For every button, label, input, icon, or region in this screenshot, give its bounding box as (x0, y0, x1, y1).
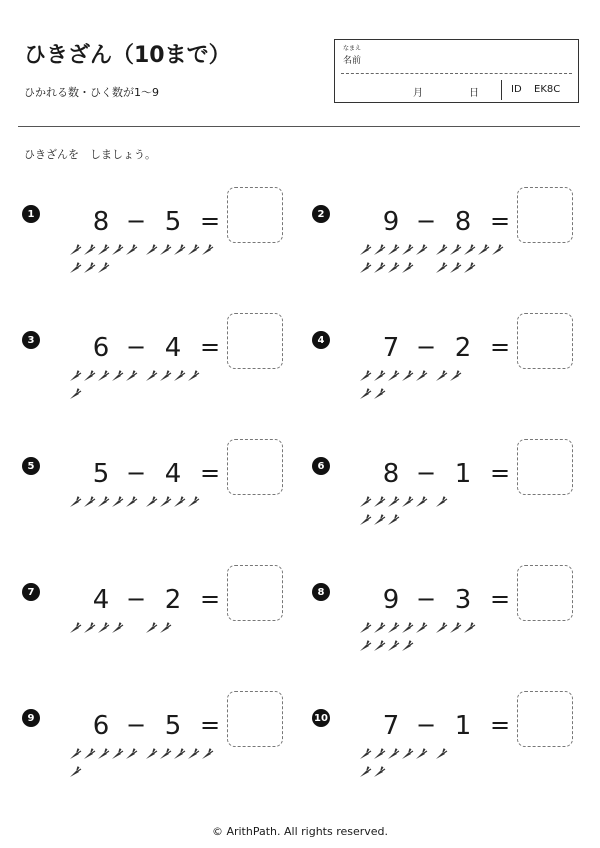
id-label: ID (511, 84, 522, 95)
carrot-icon (124, 244, 138, 256)
carrot-icon (68, 370, 82, 382)
carrot-icon (172, 244, 186, 256)
carrot-icon (358, 622, 372, 634)
subtrahend-counters (434, 622, 505, 640)
problem-number-badge: 9 (22, 709, 40, 727)
problem-2 (312, 200, 582, 300)
carrot-icon (448, 622, 462, 634)
carrot-icon (448, 244, 462, 256)
carrot-icon (96, 496, 110, 508)
carrot-icon (358, 748, 372, 760)
answer-box[interactable] (517, 691, 573, 747)
carrot-icon (172, 496, 186, 508)
carrot-icon (372, 514, 386, 526)
subtrahend: 2 (164, 585, 182, 615)
problem-7 (22, 578, 292, 678)
equals-sign: = (490, 711, 511, 739)
carrot-icon (96, 622, 110, 634)
carrot-icon (68, 388, 82, 400)
carrot-icon (434, 262, 448, 274)
carrot-icon (144, 622, 158, 634)
page-subtitle: ひかれる数・ひく数が1〜9 (24, 86, 159, 99)
equals-sign: = (490, 585, 511, 613)
carrot-icon (358, 370, 372, 382)
carrot-icon (386, 262, 400, 274)
carrot-icon (158, 370, 172, 382)
carrot-icon (68, 622, 82, 634)
minuend-counters (68, 622, 139, 640)
carrot-icon (186, 244, 200, 256)
carrot-icon (386, 622, 400, 634)
footer-copyright: © ArithPath. All rights reserved. (211, 825, 389, 838)
carrot-icon (400, 370, 414, 382)
subtrahend-counters (144, 370, 215, 388)
minuend-counters (358, 370, 429, 406)
carrot-icon (68, 496, 82, 508)
problem-8 (312, 578, 582, 678)
equals-sign: = (200, 459, 221, 487)
subtrahend: 8 (454, 207, 472, 237)
carrot-icon (462, 262, 476, 274)
carrot-icon (414, 622, 428, 634)
minus-sign: − (415, 207, 437, 235)
carrot-icon (200, 244, 214, 256)
carrot-icon (358, 244, 372, 256)
carrot-icon (96, 244, 110, 256)
minuend-counters (358, 748, 429, 784)
carrot-icon (110, 370, 124, 382)
carrot-icon (110, 496, 124, 508)
minuend: 6 (92, 333, 110, 363)
instruction: ひきざんを しましょう。 (24, 148, 156, 161)
carrot-icon (358, 262, 372, 274)
minuend-counters (68, 496, 139, 514)
minus-sign: − (415, 333, 437, 361)
carrot-icon (358, 388, 372, 400)
subtrahend-counters (434, 370, 505, 388)
carrot-icon (186, 748, 200, 760)
carrot-icon (158, 748, 172, 760)
carrot-icon (372, 766, 386, 778)
minuend: 7 (382, 333, 400, 363)
problem-number-badge: 2 (312, 205, 330, 223)
minuend-counters (358, 622, 429, 658)
answer-box[interactable] (517, 313, 573, 369)
equals-sign: = (200, 333, 221, 361)
problem-number-badge: 4 (312, 331, 330, 349)
minuend-counters (358, 496, 429, 532)
carrot-icon (82, 370, 96, 382)
answer-box[interactable] (517, 565, 573, 621)
carrot-icon (386, 748, 400, 760)
carrot-icon (158, 496, 172, 508)
carrot-icon (158, 622, 172, 634)
subtrahend-counters (144, 748, 215, 766)
minuend: 7 (382, 711, 400, 741)
minus-sign: − (125, 207, 147, 235)
page-title: ひきざん（10まで） (24, 43, 231, 68)
carrot-icon (400, 640, 414, 652)
carrot-icon (144, 244, 158, 256)
carrot-icon (386, 244, 400, 256)
id-value: EK8C (534, 84, 561, 95)
carrot-icon (110, 622, 124, 634)
carrot-icon (386, 640, 400, 652)
carrot-icon (200, 748, 214, 760)
carrot-icon (434, 244, 448, 256)
carrot-icon (358, 496, 372, 508)
problem-number-badge: 10 (312, 709, 330, 727)
minus-sign: − (415, 711, 437, 739)
carrot-icon (68, 766, 82, 778)
carrot-icon (372, 748, 386, 760)
carrot-icon (372, 262, 386, 274)
equals-sign: = (200, 711, 221, 739)
carrot-icon (82, 244, 96, 256)
carrot-icon (144, 748, 158, 760)
minuend: 5 (92, 459, 110, 489)
answer-box[interactable] (517, 187, 573, 243)
minuend: 9 (382, 585, 400, 615)
carrot-icon (414, 244, 428, 256)
month-label: 月 (413, 88, 423, 99)
subtrahend: 5 (164, 711, 182, 741)
carrot-icon (96, 370, 110, 382)
day-label: 日 (469, 88, 479, 99)
carrot-icon (144, 496, 158, 508)
minuend: 4 (92, 585, 110, 615)
subtrahend-counters (434, 244, 505, 280)
answer-box[interactable] (517, 439, 573, 495)
carrot-icon (462, 622, 476, 634)
minuend-counters (358, 244, 429, 280)
subtrahend-counters (434, 748, 505, 766)
equals-sign: = (490, 333, 511, 361)
problem-number-badge: 6 (312, 457, 330, 475)
carrot-icon (490, 244, 504, 256)
minuend: 9 (382, 207, 400, 237)
carrot-icon (144, 370, 158, 382)
carrot-icon (358, 640, 372, 652)
subtrahend-counters (434, 496, 505, 514)
minuend: 8 (92, 207, 110, 237)
subtrahend: 5 (164, 207, 182, 237)
carrot-icon (400, 622, 414, 634)
carrot-icon (96, 262, 110, 274)
carrot-icon (82, 262, 96, 274)
carrot-icon (82, 622, 96, 634)
carrot-icon (124, 496, 138, 508)
minus-sign: − (415, 585, 437, 613)
carrot-icon (124, 748, 138, 760)
name-write-line (341, 73, 572, 74)
minuend: 8 (382, 459, 400, 489)
problem-6 (312, 452, 582, 552)
carrot-icon (96, 748, 110, 760)
header-divider (18, 126, 580, 127)
problem-10 (312, 704, 582, 804)
carrot-icon (434, 622, 448, 634)
subtrahend-counters (144, 244, 215, 262)
equals-sign: = (490, 207, 511, 235)
subtrahend: 4 (164, 333, 182, 363)
carrot-icon (400, 262, 414, 274)
answer-box[interactable] (227, 565, 283, 621)
problem-number-badge: 7 (22, 583, 40, 601)
carrot-icon (110, 748, 124, 760)
problem-3 (22, 326, 292, 426)
problem-1 (22, 200, 292, 300)
carrot-icon (372, 388, 386, 400)
carrot-icon (68, 748, 82, 760)
equals-sign: = (490, 459, 511, 487)
minus-sign: − (125, 333, 147, 361)
subtrahend-counters (144, 496, 215, 514)
problem-4 (312, 326, 582, 426)
carrot-icon (172, 748, 186, 760)
carrot-icon (386, 370, 400, 382)
carrot-icon (414, 496, 428, 508)
minuend-counters (68, 244, 139, 280)
carrot-icon (358, 514, 372, 526)
id-divider (501, 80, 502, 100)
carrot-icon (186, 370, 200, 382)
carrot-icon (372, 622, 386, 634)
carrot-icon (400, 496, 414, 508)
subtrahend: 4 (164, 459, 182, 489)
carrot-icon (68, 244, 82, 256)
minus-sign: − (125, 711, 147, 739)
subtrahend-counters (144, 622, 215, 640)
carrot-icon (82, 496, 96, 508)
minus-sign: − (125, 459, 147, 487)
carrot-icon (434, 370, 448, 382)
carrot-icon (158, 244, 172, 256)
subtrahend: 1 (454, 711, 472, 741)
carrot-icon (68, 262, 82, 274)
carrot-icon (434, 748, 448, 760)
carrot-icon (172, 370, 186, 382)
carrot-icon (186, 496, 200, 508)
name-ruby: なまえ (343, 45, 362, 52)
minuend-counters (68, 370, 139, 406)
answer-box[interactable] (227, 313, 283, 369)
answer-box[interactable] (227, 439, 283, 495)
problem-number-badge: 5 (22, 457, 40, 475)
minuend: 6 (92, 711, 110, 741)
carrot-icon (386, 514, 400, 526)
carrot-icon (414, 748, 428, 760)
problem-5 (22, 452, 292, 552)
subtrahend: 2 (454, 333, 472, 363)
problem-9 (22, 704, 292, 804)
carrot-icon (82, 748, 96, 760)
problem-number-badge: 3 (22, 331, 40, 349)
name-box (334, 39, 579, 103)
carrot-icon (476, 244, 490, 256)
carrot-icon (448, 262, 462, 274)
carrot-icon (124, 370, 138, 382)
carrot-icon (372, 640, 386, 652)
answer-box[interactable] (227, 187, 283, 243)
carrot-icon (372, 496, 386, 508)
carrot-icon (414, 370, 428, 382)
problem-number-badge: 8 (312, 583, 330, 601)
carrot-icon (372, 370, 386, 382)
subtrahend: 3 (454, 585, 472, 615)
carrot-icon (372, 244, 386, 256)
carrot-icon (434, 496, 448, 508)
minuend-counters (68, 748, 139, 784)
equals-sign: = (200, 207, 221, 235)
answer-box[interactable] (227, 691, 283, 747)
name-label: 名前 (343, 56, 362, 66)
minus-sign: − (125, 585, 147, 613)
equals-sign: = (200, 585, 221, 613)
minus-sign: − (415, 459, 437, 487)
carrot-icon (358, 766, 372, 778)
carrot-icon (400, 748, 414, 760)
carrot-icon (400, 244, 414, 256)
carrot-icon (462, 244, 476, 256)
carrot-icon (386, 496, 400, 508)
subtrahend: 1 (454, 459, 472, 489)
carrot-icon (448, 370, 462, 382)
carrot-icon (110, 244, 124, 256)
problem-number-badge: 1 (22, 205, 40, 223)
